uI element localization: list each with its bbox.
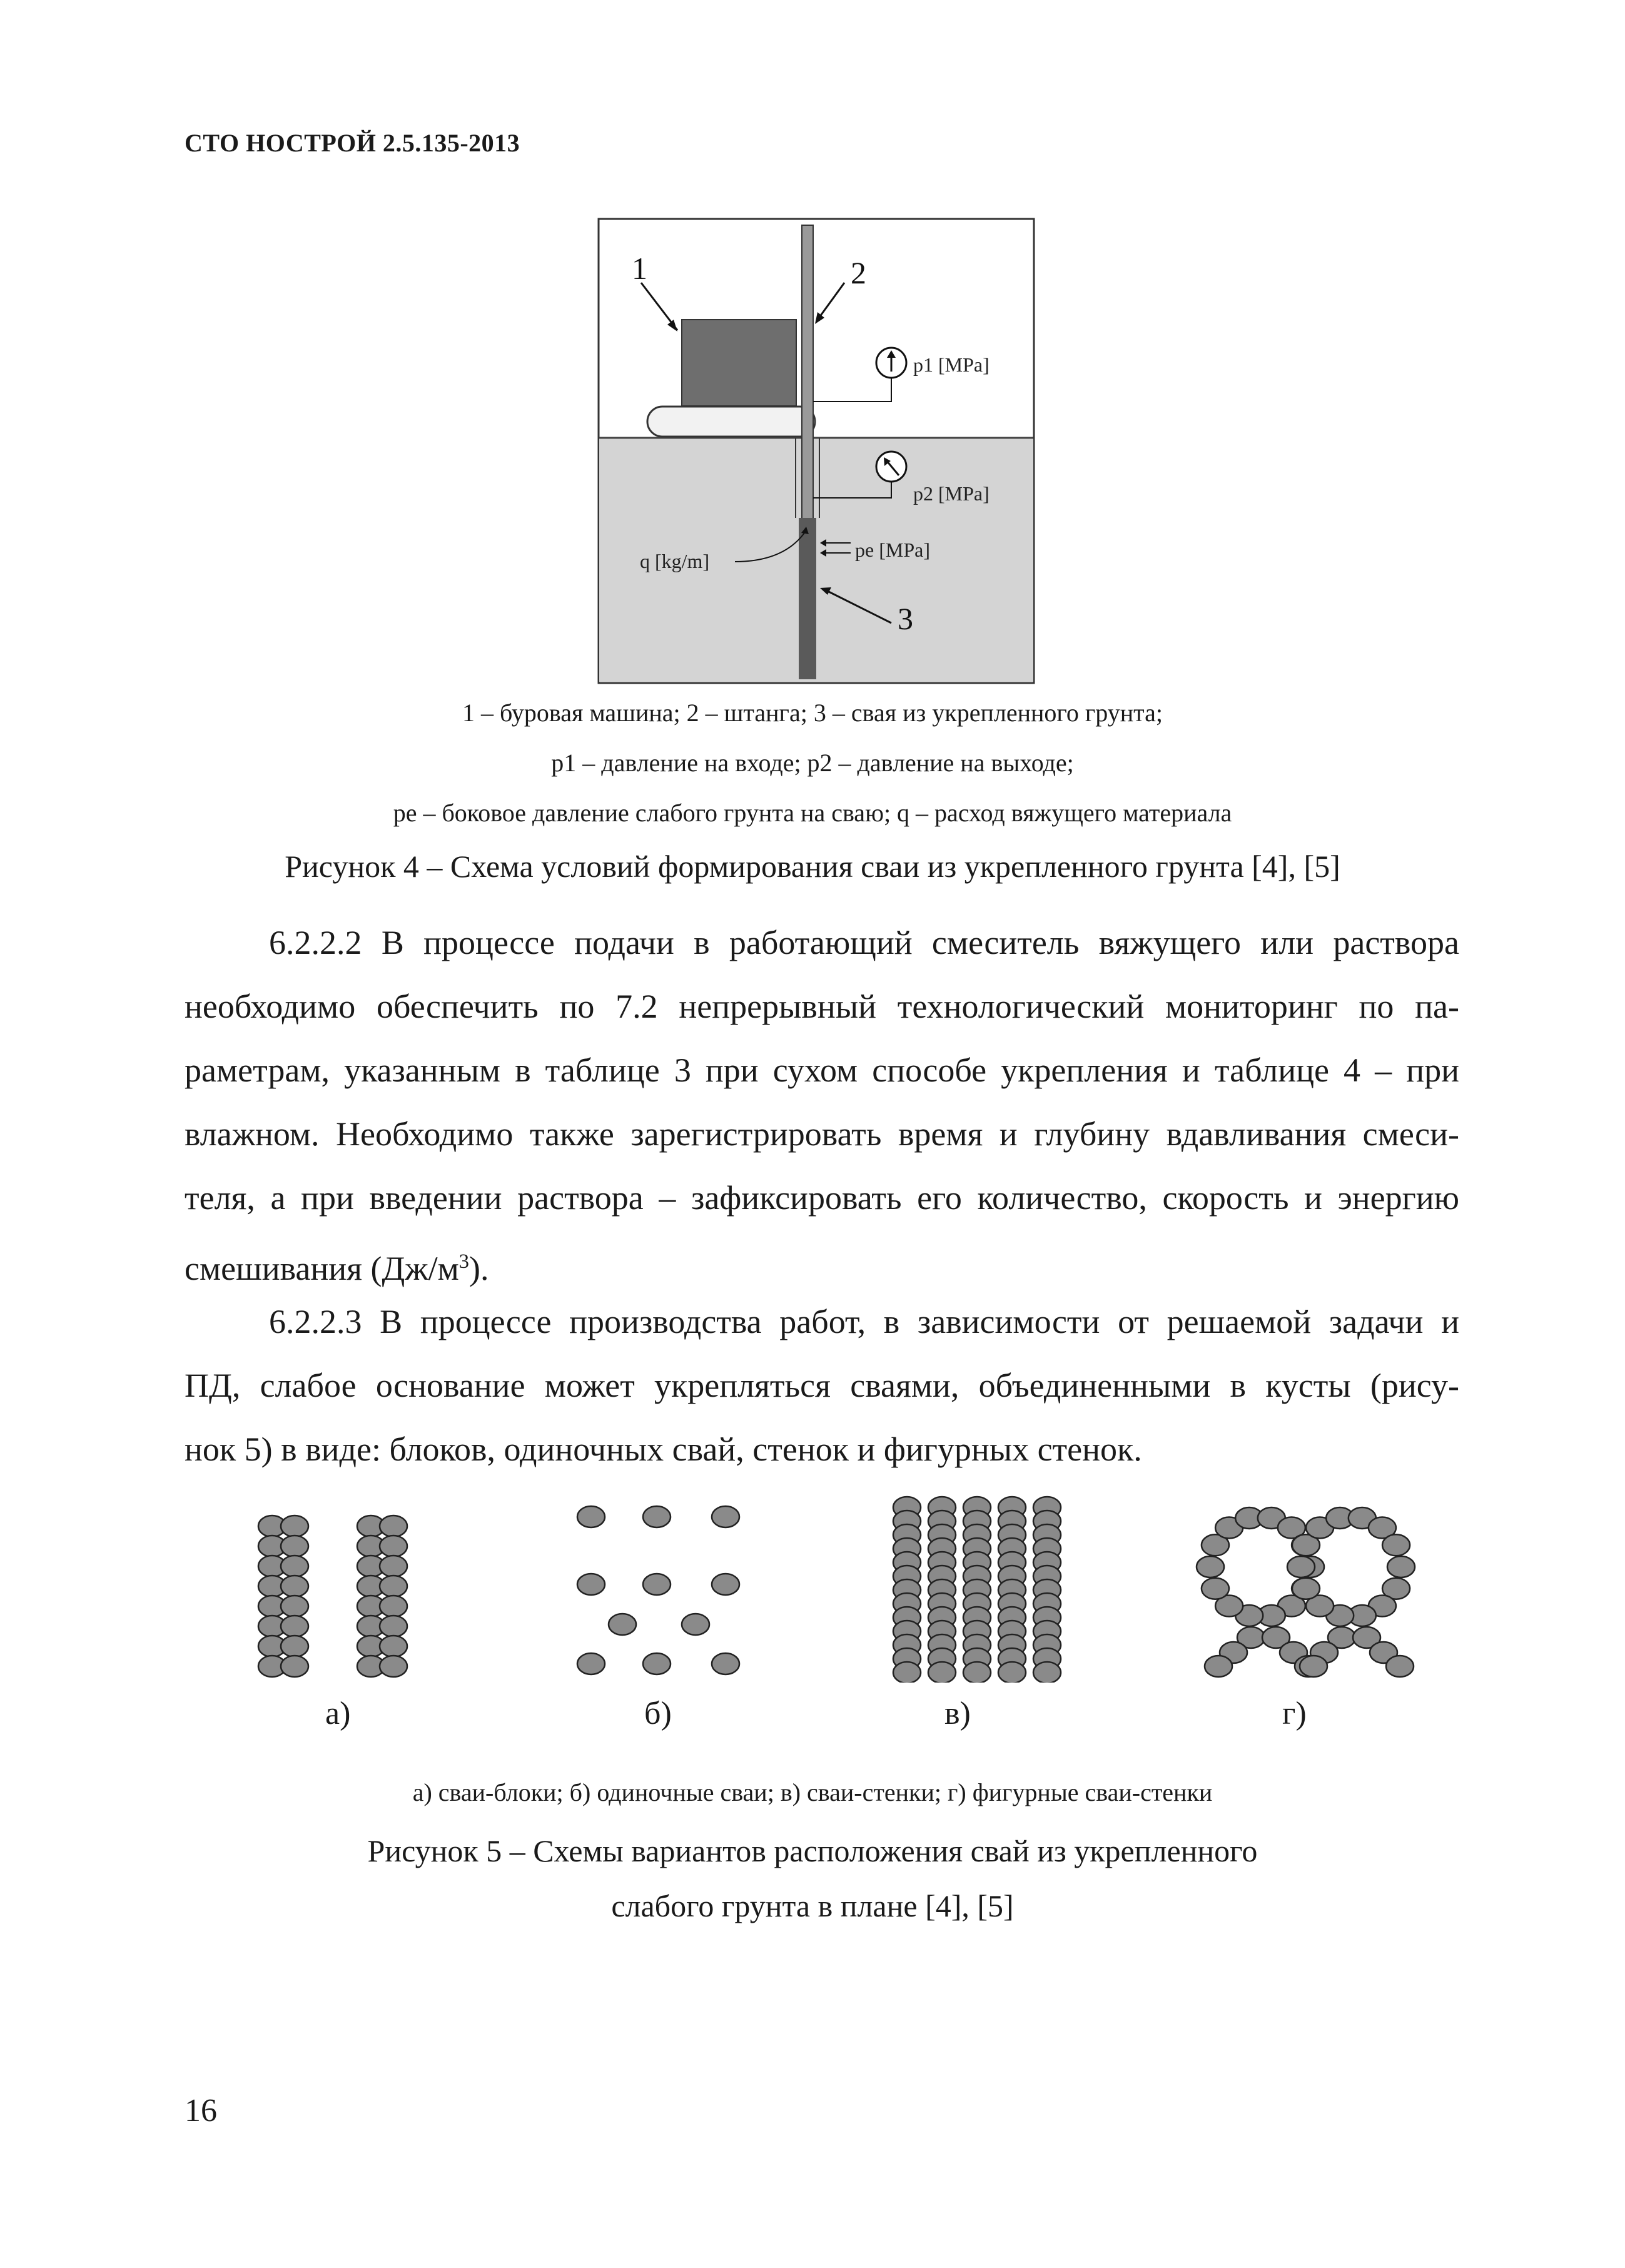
figure-4-legend-line-1: 1 – буровая машина; 2 – штанга; 3 – свая из укрепленного грунта; [462,699,1163,727]
figure-5-legend: а) сваи-блоки; б) одиночные сваи; в) сваи-стенки; г) фигурные сваи-стенки [412,1778,1213,1806]
label-3: 3 [898,601,913,636]
pile-block-a [281,1656,308,1677]
pile-block-a [380,1596,407,1617]
pile-single-b [643,1574,671,1595]
pile-single-b [577,1506,605,1527]
document-header: СТО НОСТРОЙ 2.5.135-2013 [185,129,520,157]
panel-label-g: г) [1282,1696,1307,1731]
pile-figured-g [1382,1534,1410,1556]
soil-pile [799,518,816,679]
pile-single-b [643,1506,671,1527]
paragraph-line: 6.2.2.3 В процессе производства работ, в зависимости от решаемой задачи и [269,1303,1459,1340]
paragraph-line: 6.2.2.2 В процессе подачи в работающий смеситель вяжущего или раствора [269,924,1459,961]
figure-5-title-line-2: слабого грунта в плане [4], [5] [611,1888,1014,1923]
text-fragment: смешивания (Дж/м [185,1250,459,1287]
pile-figured-g [1205,1656,1232,1677]
pile-single-b [712,1574,739,1595]
pile-block-a [380,1616,407,1637]
label-2: 2 [851,255,866,290]
p1-label: p1 [MPa] [913,353,990,376]
pile-figured-g [1287,1556,1315,1577]
p2-label: p2 [MPa] [913,482,990,505]
drilling-machine [682,320,796,406]
pile-single-b [712,1653,739,1674]
paragraph-line: нок 5) в виде: блоков, одиночных свай, стенок и фигурных стенок. [185,1430,1142,1468]
pile-single-b [643,1653,671,1674]
pile-single-b [609,1614,636,1635]
pile-figured-g [1300,1656,1327,1677]
figure-4-legend-line-3: pe – боковое давление слабого грунта на сваю; q – расход вяжущего материала [393,799,1232,827]
pile-block-a [281,1556,308,1577]
machine-track [647,407,815,437]
paragraph-line: раметрам, указанным в таблице 3 при сухом способе укрепления и таблице 4 – при [185,1051,1459,1089]
pile-figured-g [1387,1556,1415,1577]
paragraph-last-line [185,1230,1459,1293]
panel-label-a: а) [325,1696,351,1731]
pile-wall-c [998,1662,1026,1683]
figure-4-title: Рисунок 4 – Схема условий формирования сваи из укрепленного грунта [4], [5] [285,849,1340,884]
pile-block-a [380,1576,407,1597]
pile-wall-c [963,1662,991,1683]
panel-label-v: в) [944,1696,971,1731]
pile-wall-c [1033,1662,1061,1683]
pe-label: pe [MPa] [855,539,930,561]
pile-block-a [380,1556,407,1577]
figure-5-diagram [250,1476,1439,1683]
superscript: 3 [458,1250,469,1273]
pile-wall-c [928,1662,956,1683]
paragraph-line: ПД, слабое основание может укрепляться сваями, объединенными в кусты (рису- [185,1367,1459,1404]
pile-figured-g [1386,1656,1414,1677]
pile-single-b [577,1574,605,1595]
pile-wall-c [893,1662,921,1683]
pile-single-b [577,1653,605,1674]
pile-single-b [712,1506,739,1527]
pile-block-a [380,1536,407,1557]
figure-4-diagram [597,218,1035,684]
label-1: 1 [632,251,647,286]
pile-block-a [281,1596,308,1617]
pile-single-b [682,1614,709,1635]
pile-block-a [380,1516,407,1537]
pile-block-a [281,1616,308,1637]
pile-figured-g [1202,1578,1229,1599]
paragraph-6-2-2-2 [185,911,1459,1293]
pile-block-a [281,1576,308,1597]
paragraph-6-2-2-3 [185,1290,1459,1481]
pile-block-a [281,1536,308,1557]
figure-4-legend-line-2: p1 – давление на входе; p2 – давление на выходе; [551,749,1074,777]
paragraph-line: теля, а при введении раствора – зафиксировать его количество, скорость и энергию [185,1179,1459,1217]
figure-5-title-line-1: Рисунок 5 – Схемы вариантов расположения свай из укрепленного [367,1833,1258,1868]
q-label: q [kg/m] [640,550,710,572]
pile-block-a [281,1636,308,1657]
panel-label-b: б) [644,1696,672,1731]
text-fragment: ). [468,1250,489,1287]
pile-figured-g [1197,1556,1224,1577]
pile-block-a [380,1636,407,1657]
page-number: 16 [185,2093,217,2129]
pile-block-a [380,1656,407,1677]
pile-figured-g [1292,1578,1320,1599]
pile-block-a [281,1516,308,1537]
paragraph-line: влажном. Необходимо также зарегистрировать время и глубину вдавливания смеси- [185,1115,1459,1153]
paragraph-line: необходимо обеспечить по 7.2 непрерывный технологический мониторинг по па- [185,988,1459,1025]
